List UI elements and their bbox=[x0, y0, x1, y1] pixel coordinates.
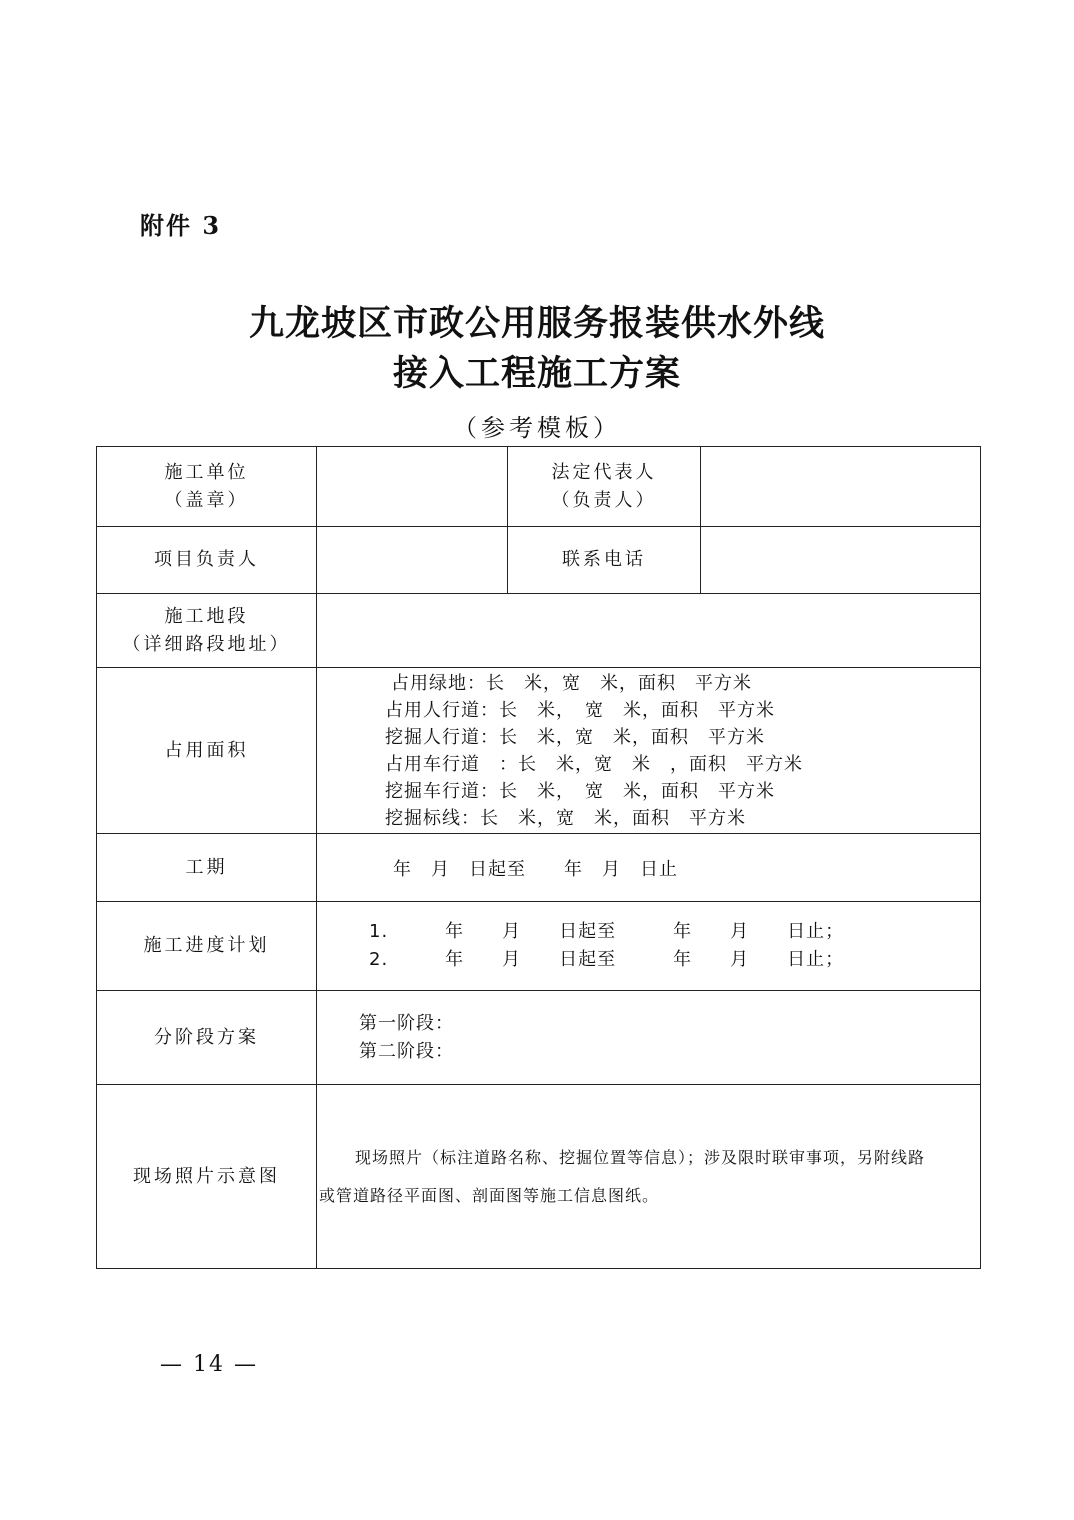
rep-label: 法定代表人 bbox=[551, 461, 657, 483]
stage-label: 分阶段方案 bbox=[97, 991, 317, 1085]
area-label: 占用面积 bbox=[97, 668, 317, 834]
form-row-unit bbox=[97, 447, 981, 527]
form-row-photo bbox=[97, 1085, 981, 1269]
area-line-sidewalk-occupy: 占用人行道：长 米， 宽 米，面积 平方米 bbox=[385, 699, 775, 721]
rep-value-field[interactable] bbox=[701, 447, 981, 527]
plan-line-2: 2. 年 月 日起至 年 月 日止； bbox=[369, 949, 845, 970]
area-line-sidewalk-dig: 挖掘人行道：长 米，宽 米，面积 平方米 bbox=[385, 726, 765, 748]
form-row-area bbox=[97, 668, 981, 834]
document-title-line2: 接入工程施工方案 bbox=[392, 353, 681, 394]
photo-value-cell bbox=[317, 1085, 981, 1269]
rep-label-cell bbox=[508, 447, 701, 527]
area-line-greenland: 占用绿地：长 米，宽 米，面积 平方米 bbox=[391, 672, 752, 694]
document-subtitle: （参考模板） bbox=[453, 414, 621, 442]
construction-plan-form bbox=[96, 446, 981, 1269]
document-title-line1: 九龙坡区市政公用服务报装供水外线 bbox=[248, 303, 825, 344]
form-row-period bbox=[97, 834, 981, 902]
plan-value-cell bbox=[317, 902, 981, 991]
period-label: 工期 bbox=[97, 834, 317, 902]
section-value-field[interactable] bbox=[317, 594, 981, 668]
phone-label: 联系电话 bbox=[508, 527, 701, 594]
area-value-cell bbox=[317, 668, 981, 834]
rep-label-note: （负责人） bbox=[551, 489, 657, 511]
phone-value-field[interactable] bbox=[701, 527, 981, 594]
unit-label-cell bbox=[97, 447, 317, 527]
period-value: 年 月 日起至 年 月 日止 bbox=[317, 834, 981, 902]
photo-note-line-1: 现场照片（标注道路名称、挖掘位置等信息）；涉及限时联审事项，另附线路 bbox=[355, 1147, 926, 1167]
manager-value-field[interactable] bbox=[317, 527, 508, 594]
form-row-section bbox=[97, 594, 981, 668]
page-number: — 14 — bbox=[160, 1352, 258, 1377]
stage-value-cell bbox=[317, 991, 981, 1085]
stage-line-2: 第二阶段： bbox=[359, 1040, 454, 1062]
photo-note-line-2: 或管道路径平面图、剖面图等施工信息图纸。 bbox=[319, 1185, 660, 1205]
section-label-note: （详细路段地址） bbox=[122, 633, 291, 655]
section-label-cell bbox=[97, 594, 317, 668]
stage-line-1: 第一阶段： bbox=[359, 1012, 454, 1034]
section-label: 施工地段 bbox=[164, 605, 249, 627]
unit-value-field[interactable] bbox=[317, 447, 508, 527]
form-row-stage bbox=[97, 991, 981, 1085]
manager-label: 项目负责人 bbox=[97, 527, 317, 594]
photo-label: 现场照片示意图 bbox=[97, 1085, 317, 1269]
unit-label: 施工单位 bbox=[164, 461, 249, 483]
form-row-plan bbox=[97, 902, 981, 991]
area-line-marking-dig: 挖掘标线：长 米，宽 米，面积 平方米 bbox=[385, 807, 746, 829]
area-line-roadway-dig: 挖掘车行道：长 米， 宽 米，面积 平方米 bbox=[385, 780, 775, 802]
attachment-label: 附件 3 bbox=[140, 211, 222, 240]
unit-label-note: （盖章） bbox=[164, 489, 249, 511]
area-line-roadway-occupy: 占用车行道 ：长 米，宽 米 ，面积 平方米 bbox=[385, 753, 803, 775]
plan-label: 施工进度计划 bbox=[97, 902, 317, 991]
form-row-manager bbox=[97, 527, 981, 594]
plan-line-1: 1. 年 月 日起至 年 月 日止； bbox=[369, 921, 845, 942]
